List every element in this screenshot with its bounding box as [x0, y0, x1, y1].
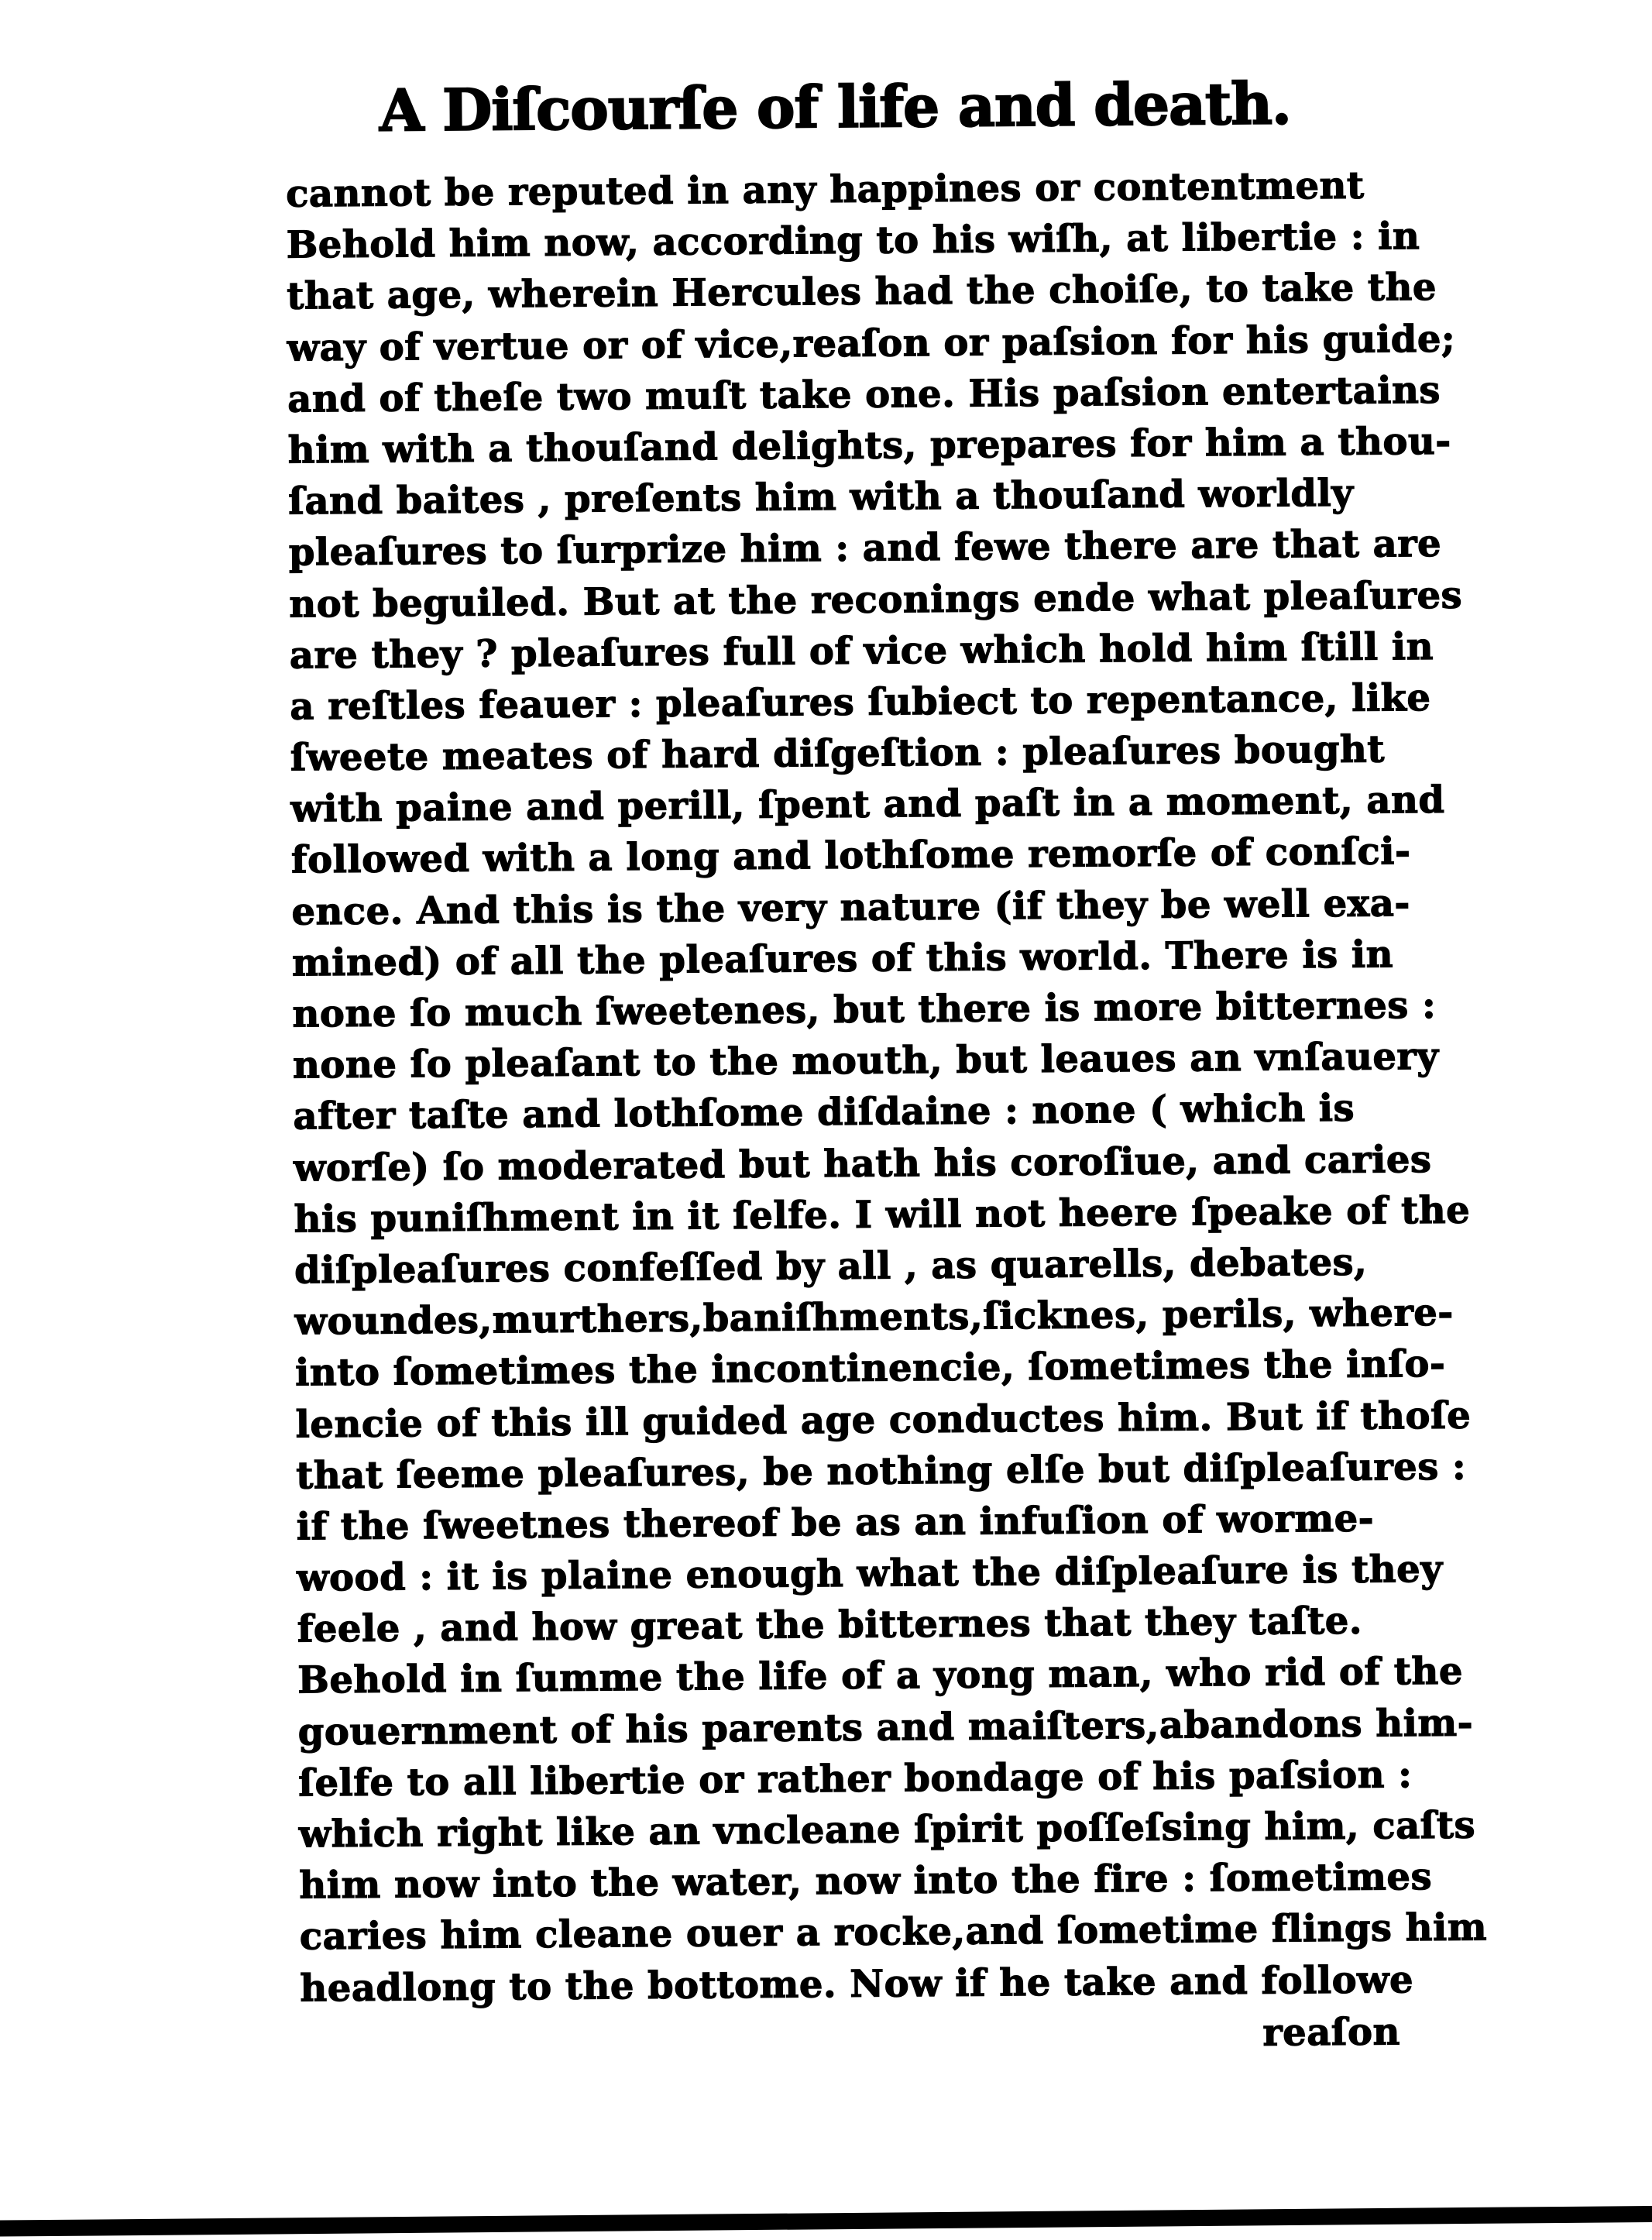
body-text-line: woundes,murthers,baniſhments,ſicknes, perils, where- [294, 1290, 1454, 1344]
body-text-line: not beguiled. But at the reconings ende what pleaſures [289, 573, 1463, 627]
scan-edge-artifact [0, 2205, 1652, 2237]
body-text-line: feele , and how great the bitternes that they taſte. [297, 1599, 1363, 1651]
body-text-line: ſelfe to all libertie or rather bondage of his paſsion : [298, 1753, 1413, 1805]
body-text-line: gouernment of his parents and maiſters,abandons him- [297, 1701, 1474, 1754]
body-text-line: caries him cleane ouer a rocke,and ſometime flings him [299, 1905, 1488, 1959]
body-text-line: into ſometimes the incontinencie, ſometimes the inſo- [294, 1342, 1446, 1395]
body-text-line: and of theſe two muſt take one. His paſsion entertains [287, 368, 1441, 421]
body-text-line: a reſtles feauer : pleaſures ſubiect to repentance, like [290, 675, 1431, 729]
body-text-line: pleaſures to ſurprize him : and fewe there are that are [288, 522, 1442, 575]
body-text-line: worſe) ſo moderated but hath his coroſiue, and caries [293, 1137, 1432, 1190]
page-title: A Diſcourſe of life and death. [379, 70, 1292, 145]
catchword: reaſon [1262, 2010, 1401, 2055]
page-content [285, 70, 1488, 2062]
body-text-line: none ſo pleaſant to the mouth, but leaues an vnſauery [292, 1035, 1439, 1087]
body-text [285, 160, 1488, 2014]
body-text-line: way of vertue or of vice,reaſon or paſsion for his guide; [287, 317, 1456, 370]
body-text-line: headlong to the bottome. Now if he take and followe [300, 1957, 1414, 2011]
body-text-line: Behold him now, according to his wiſh, at libertie : in [286, 215, 1420, 267]
body-text-line: that ſeeme pleaſures, be nothing elſe but diſpleaſures : [295, 1445, 1467, 1498]
body-text-line: him with a thouſand delights, prepares for him a thou- [287, 419, 1451, 472]
body-text-line: if the ſweetnes thereof be as an infuſion of worme- [296, 1496, 1375, 1549]
body-text-line: after taſte and lothſome diſdaine : none ( which is [293, 1087, 1355, 1139]
body-text-line: ſand baites , preſents him with a thouſand worldly [288, 471, 1354, 524]
body-text-line: wood : it is plaine enough what the diſpleaſure is they [297, 1547, 1443, 1600]
body-text-line: with paine and perill, ſpent and paſt in a moment, and [290, 778, 1445, 831]
body-text-line: cannot be reputed in any happines or contentment [285, 163, 1365, 216]
body-text-line: him now into the water, now into the fire : ſometimes [299, 1855, 1433, 1908]
body-text-line: mined) of all the pleaſures of this world. There is in [291, 933, 1394, 985]
body-text-line: ſweete meates of hard diſgeſtion : pleaſures bought [290, 727, 1386, 780]
body-text-line: Behold in ſumme the life of a yong man, who rid of the [297, 1650, 1464, 1702]
body-text-line: which right like an vncleane ſpirit poſſeſsing him, caſts [298, 1803, 1476, 1857]
body-text-line: that age, wherein Hercules had the choiſe, to take the [287, 266, 1437, 318]
body-text-line: lencie of this ill guided age conductes him. But if thoſe [295, 1393, 1472, 1447]
body-text-line: diſpleaſures confeſſed by all , as quarells, debates, [294, 1240, 1368, 1293]
body-text-line: followed with a long and lothſome remorſe of conſci- [290, 830, 1411, 882]
body-text-line: are they ? pleaſures full of vice which hold him ſtill in [289, 624, 1434, 678]
body-text-line: ence. And this is the very nature (if they be well exa- [291, 881, 1410, 934]
body-text-line: his puniſhment in it ſelfe. I will not heere ſpeake of the [294, 1188, 1471, 1242]
body-text-line: none ſo much ſweetenes, but there is more bitternes : [292, 983, 1437, 1036]
